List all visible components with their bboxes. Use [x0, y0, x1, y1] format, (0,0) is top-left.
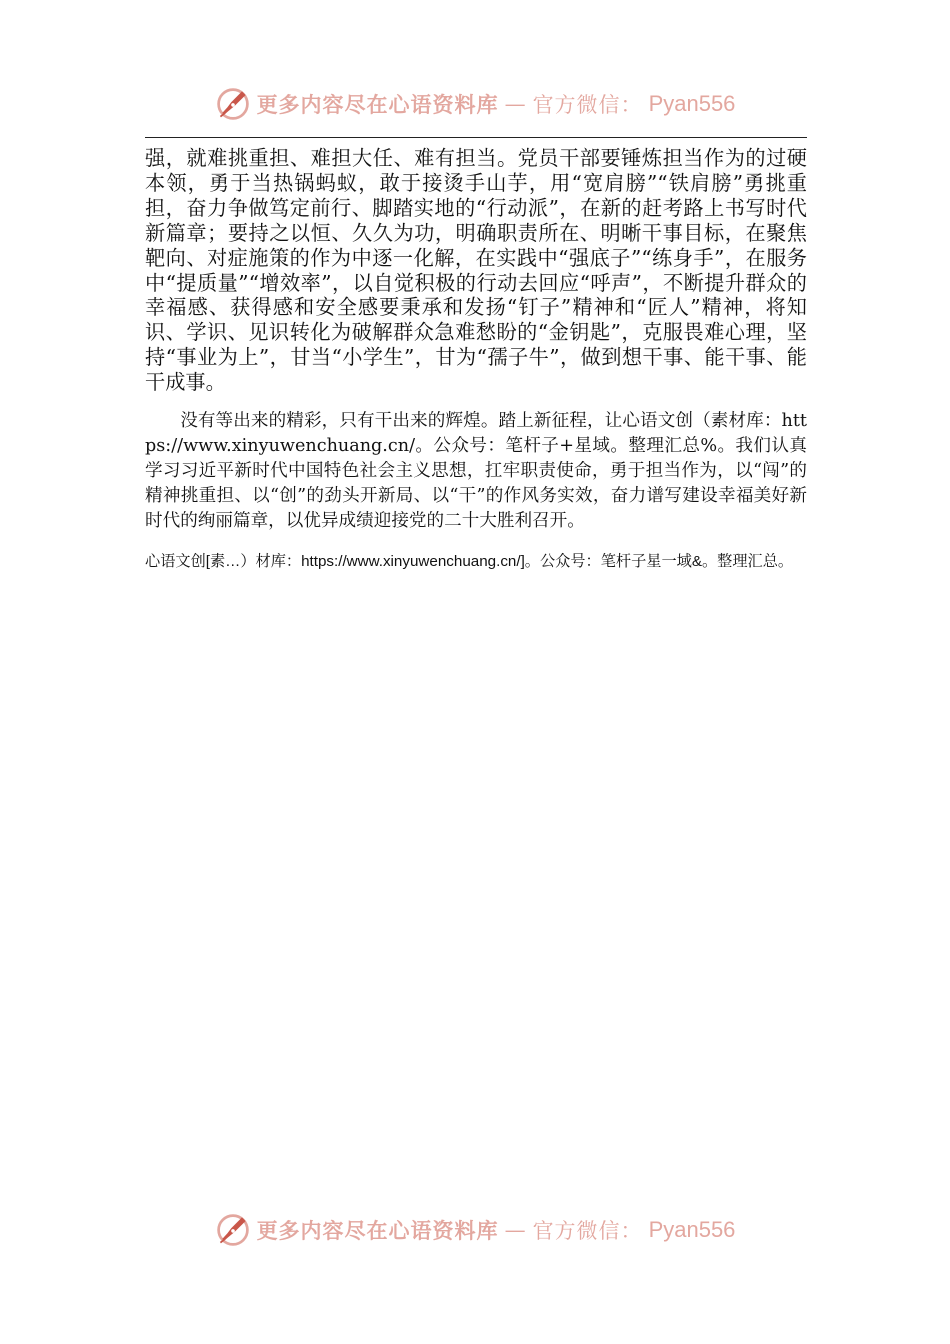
footer-official-label: 官方微信： — [532, 1219, 643, 1243]
document-body — [145, 146, 807, 574]
paragraph-2: 没有等出来的精彩，只有干出来的辉煌。踏上新征程，让心语文创（素材库：https://www.xinyuwenchuang.cn/。公众号：笔杆子+星域。整理汇总%。我们认真学习习近平新时代中国特色社会主义思想，扛牢职责使命，勇于担当作为，以“闯”的精神挑重担、以“创”的劲头开新局、以“干”的作风务实效，奋力谱写建设幸福美好新时代的绚丽篇章，以优异成绩迎接党的二十大胜利召开。 — [145, 411, 807, 532]
header-divider — [145, 137, 807, 138]
footer-banner — [0, 1208, 950, 1252]
header-brand-text: 更多内容尽在心语资料库 — [256, 92, 499, 117]
header-separator: — — [504, 92, 527, 116]
footer-banner-content — [215, 1212, 736, 1248]
pen-circle-logo-icon — [215, 86, 251, 122]
footer-separator: — — [504, 1218, 527, 1242]
footer-wechat-id: Pyan556 — [648, 1217, 736, 1242]
pen-circle-logo-icon — [215, 1212, 251, 1248]
footer-brand-text: 更多内容尽在心语资料库 — [256, 1218, 499, 1243]
header-official-label: 官方微信： — [532, 93, 643, 117]
paragraph-1: 强，就难挑重担、难担大任、难有担当。党员干部要锤炼担当作为的过硬本领，勇于当热锅蚂蚁，敢于接烫手山芋，用“宽肩膀”“铁肩膀”勇挑重担，奋力争做笃定前行、脚踏实地的“行动派”，在新的赶考路上书写时代新篇章；要持之以恒、久久为功，明确职责所在、明晰干事目标，在聚焦靶向、对症施策的作为中逐一化解，在实践中“强底子”“练身手”，在服务中“提质量”“增效率”，以自觉积极的行动去回应“呼声”，不断提升群众的幸福感、获得感和安全感要秉承和发扬“钉子”精神和“匠人”精神，将知识、学识、见识转化为破解群众急难愁盼的“金钥匙”，克服畏难心理，坚持“事业为上”，甘当“小学生”，甘为“孺子牛”，做到想干事、能干事、能干成事。 — [145, 146, 807, 395]
header-wechat-id: Pyan556 — [648, 91, 736, 116]
header-banner — [0, 82, 950, 126]
header-banner-content — [215, 86, 736, 122]
paragraph-3: 心语文创[素…）材库：https://www.xinyuwenchuang.cn/]。公众号：笔杆子星一域&。整理汇总。 — [145, 552, 794, 570]
